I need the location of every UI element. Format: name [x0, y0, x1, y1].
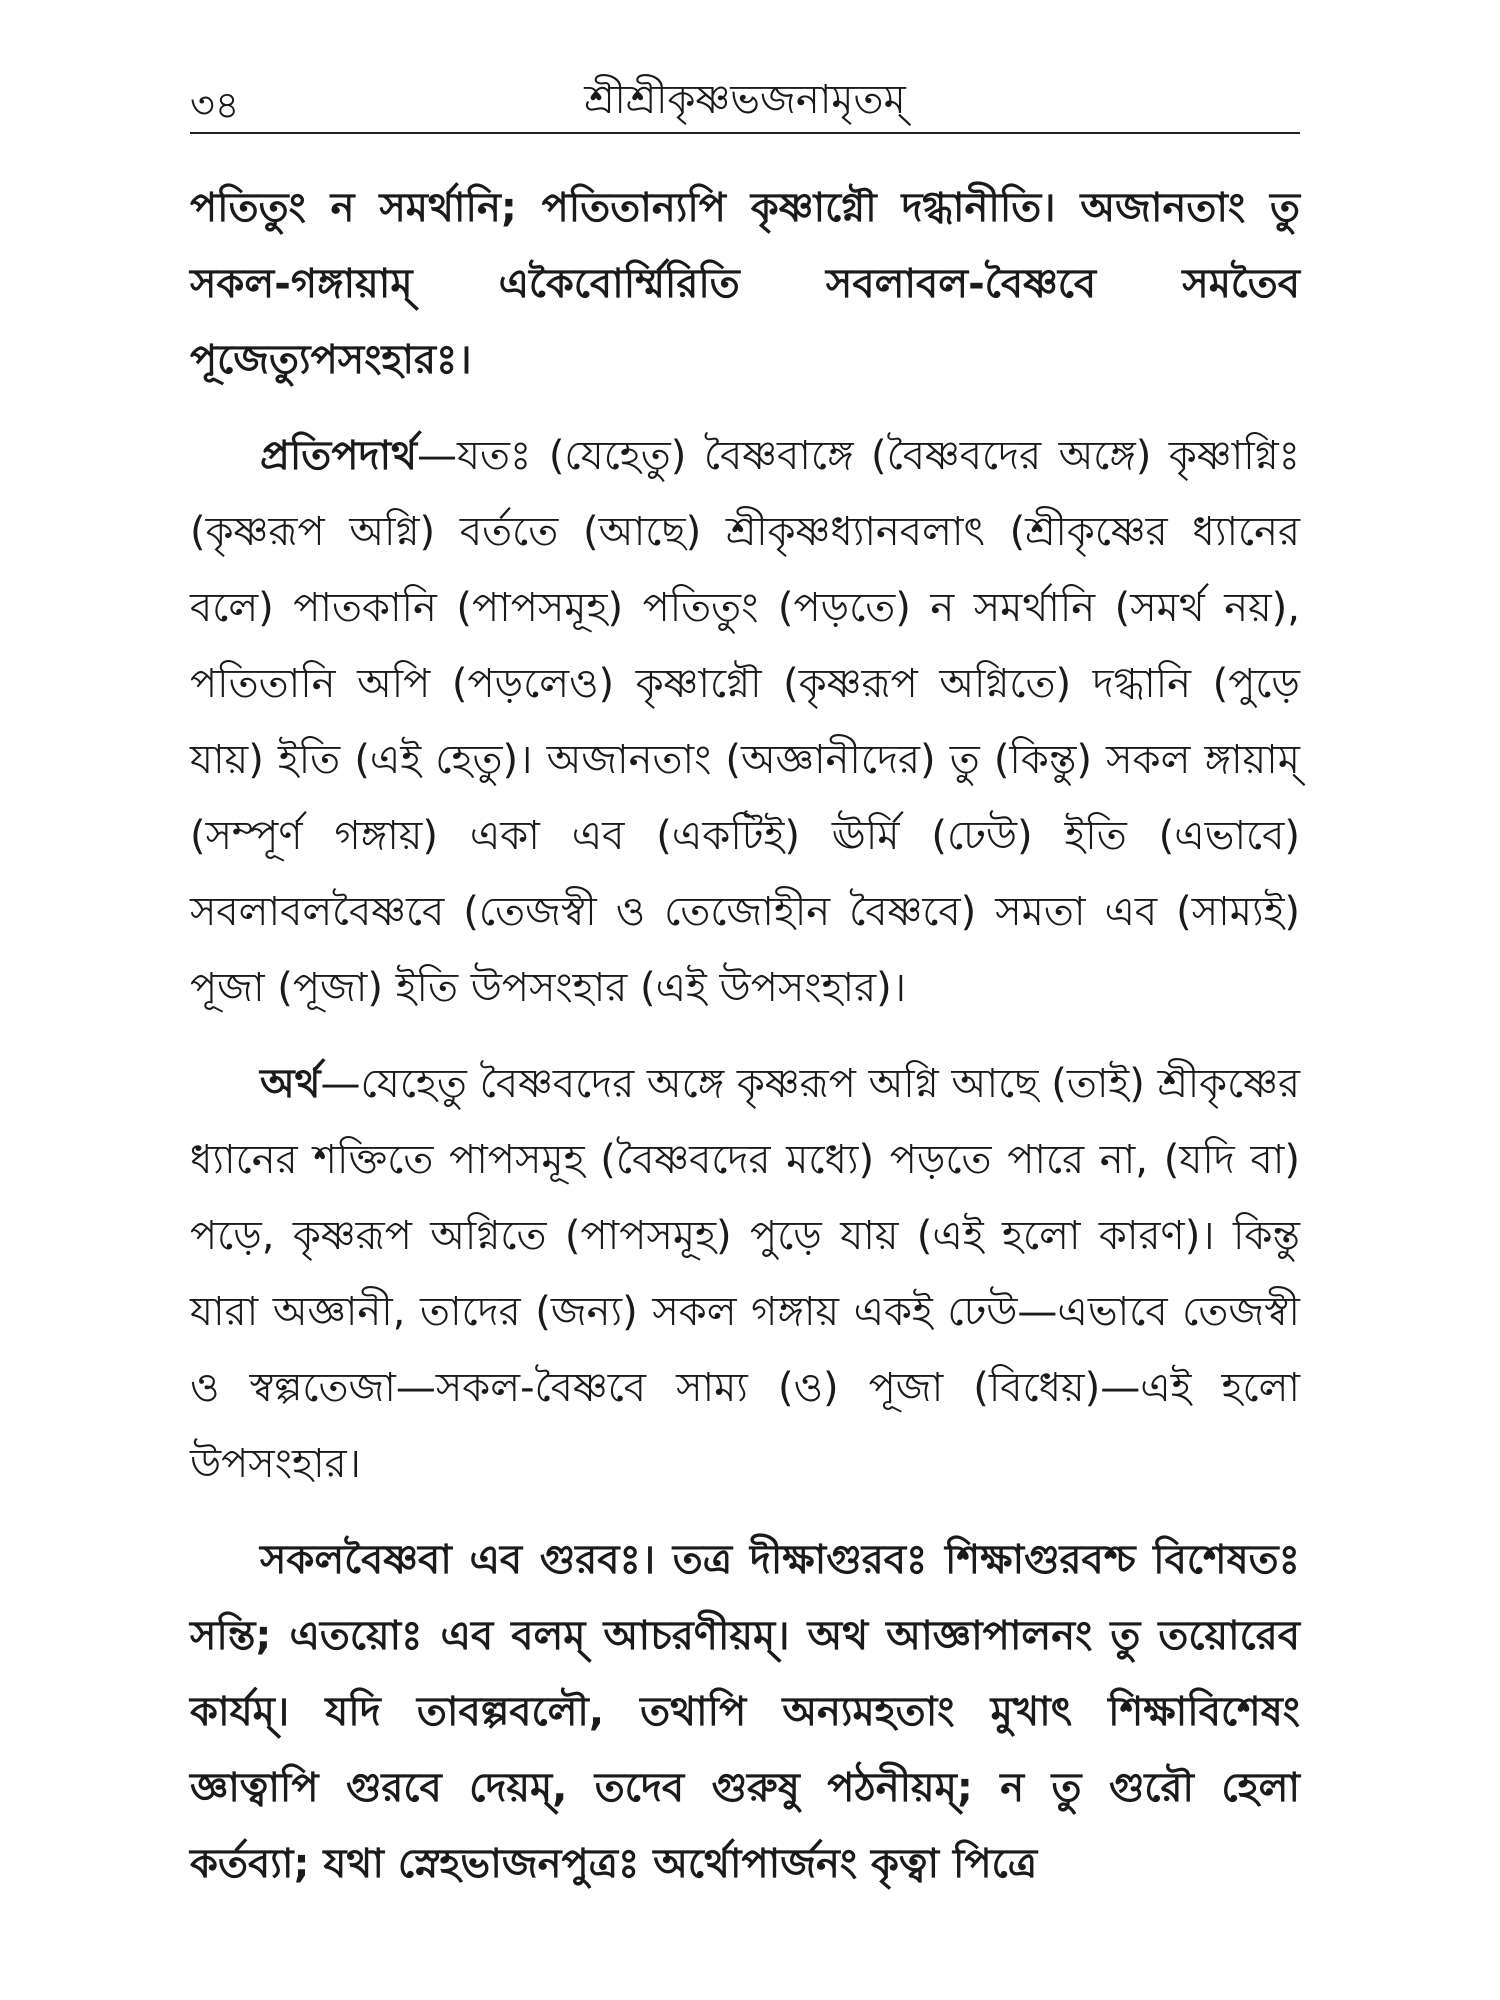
running-title: শ্রীশ্রীকৃষ্ণভজনামৃতম্ — [584, 77, 906, 123]
page-number: ৩৪ — [190, 83, 240, 127]
page-body — [190, 170, 1300, 1908]
pratipadartha-label: প্রতিপদার্থ — [260, 433, 417, 479]
pratipadartha-text: —যতঃ (যেহেতু) বৈষ্ণবাঙ্গে (বৈষ্ণবদের অঙ্গে) কৃষ্ণাগ্নিঃ (কৃষ্ণরূপ অগ্নি) বর্ততে (আছে) শ্রীকৃষ্ণধ্যানবলাৎ (শ্রীকৃষ্ণের ধ্যানের বলে) পাতকানি (পাপসমূহ) পতিতুং (পড়তে) ন সমর্থানি (সমর্থ নয়), পতিতানি অপি (পড়লেও) কৃষ্ণাগ্নৌ (কৃষ্ণরূপ অগ্নিতে) দগ্ধানি (পুড়ে যায়) ইতি (এই হেতু)। অজানতাং (অজ্ঞানীদের) তু (কিন্তু) সকল ঙ্গায়াম্ (সম্পূর্ণ গঙ্গায়) একা এব (একটিই) ঊর্মি (ঢেউ) ইতি (এভাবে) সবলাবলবৈষ্ণবে (তেজস্বী ও তেজোহীন বৈষ্ণবে) সমতা এব (সাম্যই) পূজা (পূজা) ইতি উপসংহার (এই উপসংহার)। — [190, 433, 1300, 1011]
closing-paragraph: সকলবৈষ্ণবা এব গুরবঃ। তত্র দীক্ষাগুরবঃ শিক্ষাগুরবশ্চ বিশেষতঃ সন্তি; এতয়োঃ এব বলম্ আচরণীয়ম্। অথ আজ্ঞাপালনং তু তয়োরেব কার্যম্। যদি তাবল্পবলৌ, তথাপি অন্যমহতাং মুখাৎ শিক্ষাবিশেষং জ্ঞাত্বাপি গুরবে দেয়ম্, তদেব গুরুষু পঠনীয়ম্; ন তু গুরৌ হেলা কর্তব্যা; যথা স্নেহভাজনপুত্রঃ অর্থোপার্জনং কৃত্বা পিত্রে — [190, 1537, 1300, 1887]
artha-paragraph — [190, 1046, 1300, 1502]
pratipadartha-paragraph — [190, 418, 1300, 1026]
artha-text: —যেহেতু বৈষ্ণবদের অঙ্গে কৃষ্ণরূপ অগ্নি আছে (তাই) শ্রীকৃষ্ণের ধ্যানের শক্তিতে পাপসমূহ (বৈষ্ণবদের মধ্যে) পড়তে পারে না, (যদি বা) পড়ে, কৃষ্ণরূপ অগ্নিতে (পাপসমূহ) পুড়ে যায় (এই হলো কারণ)। কিন্তু যারা অজ্ঞানী, তাদের (জন্য) সকল গঙ্গায় একই ঢেউ—এভাবে তেজস্বী ও স্বল্পতেজা—সকল-বৈষ্ণবে সাম্য (ও) পূজা (বিধেয়)—এই হলো উপসংহার। — [190, 1061, 1300, 1487]
artha-label: অর্থ — [260, 1061, 321, 1107]
page-header — [190, 68, 1300, 128]
paragraph-gap — [190, 1508, 1300, 1522]
intro-paragraph: পতিতুং ন সমর্থানি; পতিতান্যপি কৃষ্ণাগ্নৌ দগ্ধানীতি। অজানতাং তু সকল-গঙ্গায়াম্ একৈবোর্ম্মিরিতি সবলাবল-বৈষ্ণবে সমতৈব পূজেত্যুপসংহারঃ। — [190, 185, 1300, 383]
paragraph-gap — [190, 404, 1300, 418]
header-rule — [190, 132, 1300, 134]
paragraph-gap — [190, 1032, 1300, 1046]
